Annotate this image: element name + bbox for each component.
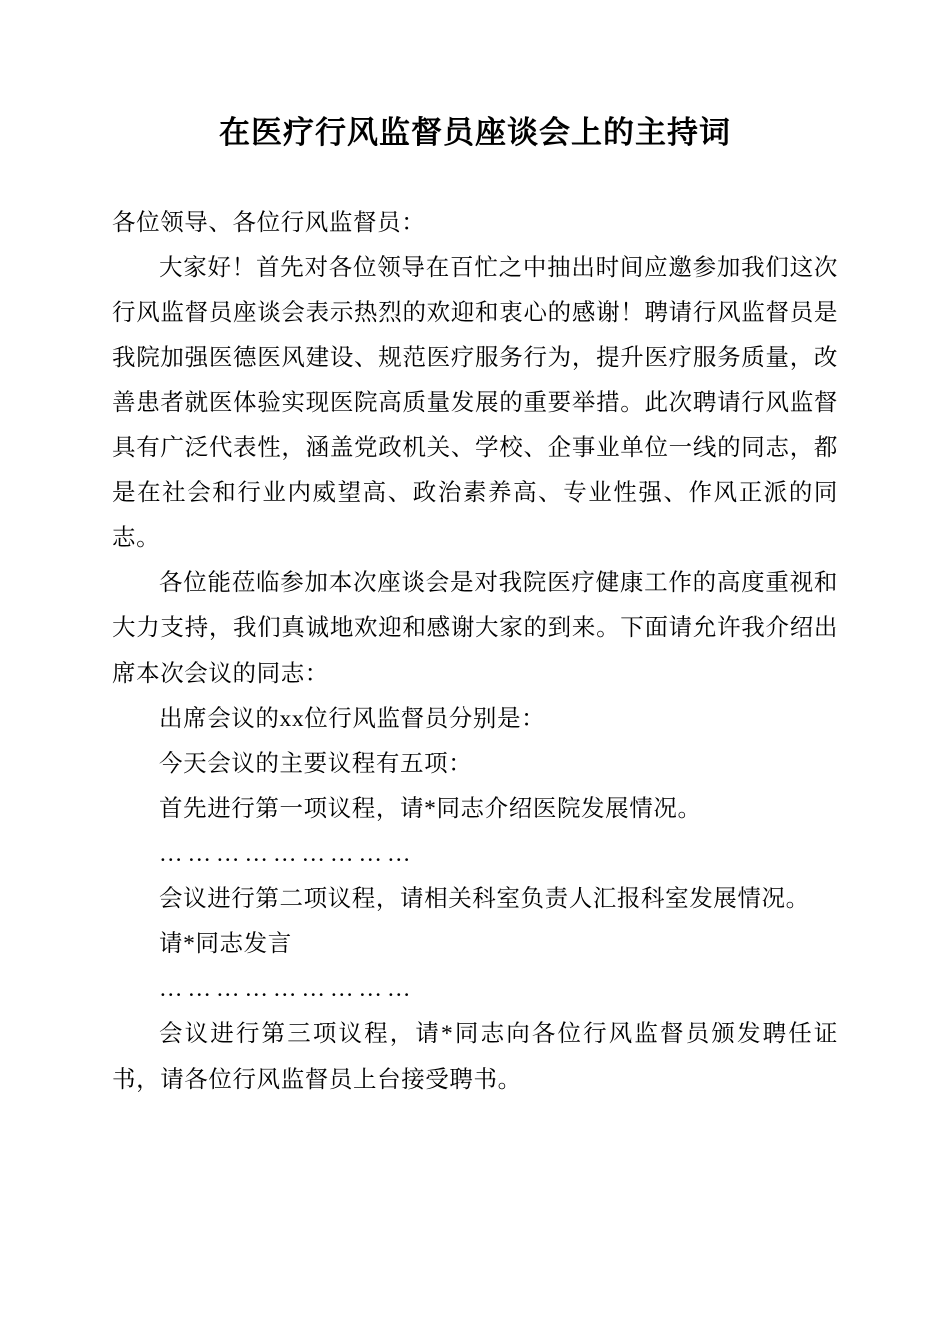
paragraph-attendees-intro: 出席会议的xx位行风监督员分别是： bbox=[159, 705, 546, 732]
paragraph-agenda-item-2: 会议进行第二项议程，请相关科室负责人汇报科室发展情况。 bbox=[159, 886, 810, 913]
paragraph-salutation: 各位领导、各位行风监督员： bbox=[112, 209, 426, 236]
paragraph-speaker-request: 请*同志发言 bbox=[159, 931, 292, 958]
page-title: 在医疗行风监督员座谈会上的主持词 bbox=[219, 115, 731, 150]
paragraph-agenda-item-1: 首先进行第一项议程，请*同志介绍医院发展情况。 bbox=[159, 795, 702, 822]
paragraph-agenda-intro: 今天会议的主要议程有五项： bbox=[159, 750, 473, 777]
paragraph-agenda-item-3: 会议进行第三项议程，请*同志向各位行风监督员颁发聘任证书，请各位行风监督员上台接受聘书。 bbox=[112, 1021, 838, 1093]
paragraph-welcome-body: 大家好！首先对各位领导在百忙之中抽出时间应邀参加我们这次行风监督员座谈会表示热烈的欢迎和衷心的感谢！聘请行风监督员是我院加强医德医风建设、规范医疗服务行为，提升医疗服务质量，改善患者就医体验实现医院高质量发展的重要举措。此次聘请行风监督具有广泛代表性，涵盖党政机关、学校、企事业单位一线的同志，都是在社会和行业内威望高、政治素养高、专业性强、作风正派的同志。 bbox=[112, 254, 838, 552]
ellipsis-separator-1: ……………………… bbox=[159, 841, 416, 868]
ellipsis-separator-2: ……………………… bbox=[159, 976, 416, 1003]
paragraph-thanks-body: 各位能莅临参加本次座谈会是对我院医疗健康工作的高度重视和大力支持，我们真诚地欢迎和感谢大家的到来。下面请允许我介绍出席本次会议的同志： bbox=[112, 570, 838, 687]
